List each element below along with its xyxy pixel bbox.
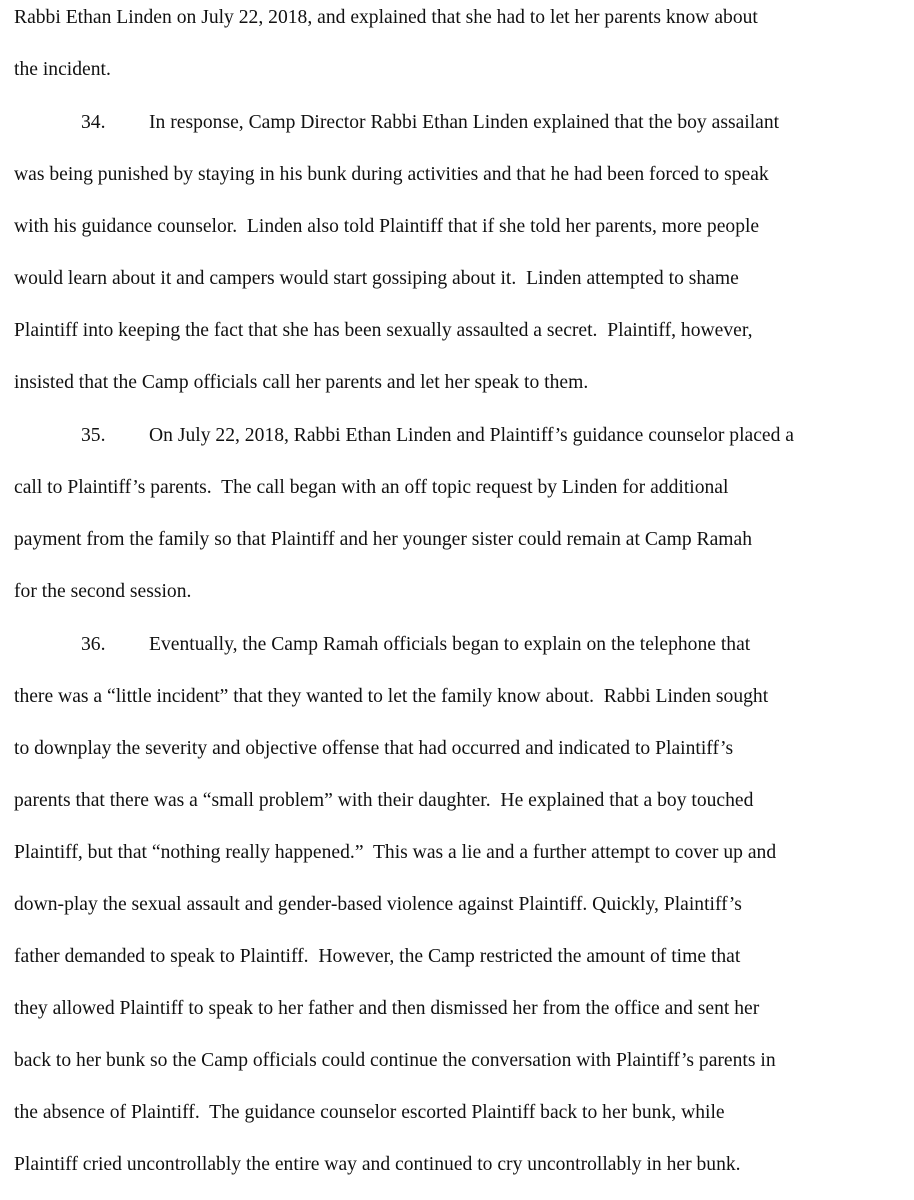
paragraph-35-first-line — [81, 426, 794, 446]
paragraph-35-line: call to Plaintiff’s parents. The call began with an off topic request by Linden for additional — [14, 477, 729, 498]
paragraph-number: 36. — [81, 634, 106, 655]
paragraph-text: Eventually, the Camp Ramah officials began to explain on the telephone that — [149, 634, 751, 655]
paragraph-36-first-line — [81, 635, 750, 655]
paragraph-34-line: Plaintiff into keeping the fact that she has been sexually assaulted a secret. Plaintiff, however, — [14, 320, 753, 341]
paragraph-number: 34. — [81, 112, 106, 133]
paragraph-34-line: with his guidance counselor. Linden also told Plaintiff that if she told her parents, more people — [14, 216, 760, 237]
intro-line: the incident. — [14, 59, 111, 80]
paragraph-36-line: Plaintiff, but that “nothing really happened.” This was a lie and a further attempt to cover up and — [14, 842, 777, 863]
paragraph-36-line: parents that there was a “small problem” with their daughter. He explained that a boy touched — [14, 790, 754, 811]
paragraph-36-line: down-play the sexual assault and gender-based violence against Plaintiff. Quickly, Plaintiff’s — [14, 894, 742, 915]
intro-line: Rabbi Ethan Linden on July 22, 2018, and explained that she had to let her parents know about — [14, 7, 758, 28]
paragraph-36-line: back to her bunk so the Camp officials could continue the conversation with Plaintiff’s parents in — [14, 1050, 776, 1071]
paragraph-34-line: would learn about it and campers would start gossiping about it. Linden attempted to shame — [14, 268, 739, 289]
paragraph-34-first-line — [81, 113, 779, 133]
paragraph-36-line: they allowed Plaintiff to speak to her father and then dismissed her from the office and sent her — [14, 998, 760, 1019]
paragraph-36-line: to downplay the severity and objective offense that had occurred and indicated to Plaintiff’s — [14, 738, 734, 759]
paragraph-number: 35. — [81, 425, 106, 446]
paragraph-36-line: Plaintiff cried uncontrollably the entire way and continued to cry uncontrollably in her bunk. — [14, 1154, 741, 1175]
paragraph-36-line: the absence of Plaintiff. The guidance counselor escorted Plaintiff back to her bunk, while — [14, 1102, 725, 1123]
paragraph-36-line: there was a “little incident” that they wanted to let the family know about. Rabbi Linden sought — [14, 686, 769, 707]
paragraph-34-line: was being punished by staying in his bunk during activities and that he had been forced to speak — [14, 164, 769, 185]
paragraph-text: In response, Camp Director Rabbi Ethan Linden explained that the boy assailant — [149, 112, 780, 133]
paragraph-36-line: father demanded to speak to Plaintiff. However, the Camp restricted the amount of time that — [14, 946, 741, 967]
paragraph-35-line: for the second session. — [14, 581, 192, 602]
paragraph-text: On July 22, 2018, Rabbi Ethan Linden and Plaintiff’s guidance counselor placed a — [149, 425, 794, 446]
paragraph-35-line: payment from the family so that Plaintiff and her younger sister could remain at Camp Ramah — [14, 529, 753, 550]
paragraph-34-line: insisted that the Camp officials call her parents and let her speak to them. — [14, 372, 589, 393]
